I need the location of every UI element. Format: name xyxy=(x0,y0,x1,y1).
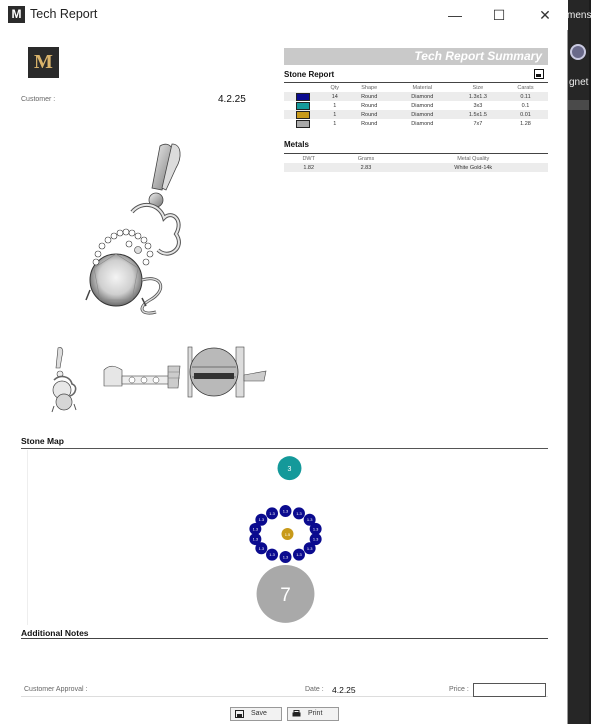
carats-cell: 0.01 xyxy=(503,110,548,119)
close-icon: ✕ xyxy=(539,7,551,23)
minimize-button[interactable] xyxy=(443,4,467,26)
background-app-band xyxy=(568,100,589,110)
print-button[interactable] xyxy=(287,707,339,721)
customer-label: Customer : xyxy=(21,96,56,103)
metal-quality-cell: White Gold-14k xyxy=(398,163,548,172)
summary-title: Tech Report Summary xyxy=(284,48,548,65)
save-icon[interactable] xyxy=(534,69,544,79)
carats-cell: 0.1 xyxy=(521,102,530,109)
approval-line xyxy=(21,696,548,697)
shape-cell: Round xyxy=(361,120,378,127)
grams-cell: 2.83 xyxy=(333,163,398,172)
date-value: 4.2.25 xyxy=(332,685,356,695)
divider xyxy=(21,448,548,449)
column-header: DWT xyxy=(302,155,315,162)
stone-1-3mm-label: 1.3 xyxy=(296,552,302,558)
material-cell: Diamond xyxy=(411,102,434,109)
stone-1-3mm-label: 1.3 xyxy=(258,545,265,551)
pendant-thumbnail-front xyxy=(44,346,84,414)
stone-1-3mm-label: 1.3 xyxy=(252,526,259,532)
stone-1-3mm-label: 1.3 xyxy=(306,517,313,523)
pendant-thumbnail-top xyxy=(182,345,268,400)
table-row xyxy=(284,110,548,119)
save-button-label: Save xyxy=(251,710,267,717)
color-swatch-cell xyxy=(284,110,323,119)
table-row xyxy=(284,101,548,110)
qty-cell: 14 xyxy=(323,92,347,101)
stone-1-3mm-label: 1.3 xyxy=(269,552,275,558)
qty-cell: 1 xyxy=(333,102,337,109)
color-swatch-cell xyxy=(284,92,323,101)
additional-notes-heading: Additional Notes xyxy=(21,628,89,638)
table-row xyxy=(284,163,548,172)
customer-value: 4.2.25 xyxy=(218,94,246,105)
carats-cell: 1.28 xyxy=(520,120,531,127)
brand-logo: M xyxy=(28,47,59,78)
stone-1-3mm-label: 1.3 xyxy=(312,526,319,532)
date-label: Date : xyxy=(305,686,324,693)
stone-1-3mm-label: 1.3 xyxy=(269,510,275,516)
column-header: Shape xyxy=(361,85,378,91)
color-swatch-cell xyxy=(284,119,323,128)
save-button[interactable] xyxy=(230,707,282,721)
column-header: Size xyxy=(472,85,484,91)
column-header: Grams xyxy=(357,155,375,162)
size-cell: 7x7 xyxy=(473,120,483,127)
divider xyxy=(284,82,548,83)
maximize-icon: ☐ xyxy=(492,7,506,23)
stone-1-3mm-label: 1.3 xyxy=(282,554,289,560)
color-swatch xyxy=(296,102,310,110)
stone-report-heading: Stone Report xyxy=(284,70,335,79)
size-cell: 1.3x1.3 xyxy=(453,92,503,101)
window-title: Tech Report xyxy=(30,7,98,21)
stone-7mm-label: 7 xyxy=(280,584,291,606)
metals-table xyxy=(284,154,548,172)
background-app-text: mens xyxy=(567,10,591,21)
background-app-text: gnet xyxy=(569,77,589,88)
close-button[interactable] xyxy=(533,4,557,26)
shape-cell: Round xyxy=(361,102,378,109)
price-input[interactable] xyxy=(473,683,546,697)
qty-cell: 1 xyxy=(333,120,337,127)
stone-1-3mm-label: 1.3 xyxy=(312,536,319,542)
table-row xyxy=(284,119,548,128)
column-header: Metal Quality xyxy=(457,155,490,162)
color-swatch xyxy=(296,111,310,119)
stone-3mm-label: 3 xyxy=(287,466,292,474)
app-icon: M xyxy=(8,6,25,23)
divider xyxy=(21,638,548,639)
stone-1-3mm-label: 1.3 xyxy=(306,545,313,551)
title-bar xyxy=(0,0,568,30)
color-swatch xyxy=(296,93,310,101)
print-button-label: Print xyxy=(308,710,323,717)
metals-heading: Metals xyxy=(284,140,309,149)
stone-map xyxy=(27,450,548,625)
table-row xyxy=(284,92,548,101)
shape-cell: Round xyxy=(347,92,392,101)
column-header: Material xyxy=(412,85,433,91)
stone-report-table xyxy=(284,84,548,128)
maximize-button[interactable] xyxy=(487,4,511,26)
stone-1-3mm-label: 1.3 xyxy=(282,508,289,514)
customer-approval-label: Customer Approval : xyxy=(24,686,88,693)
shape-cell: Round xyxy=(347,110,392,119)
price-label: Price : xyxy=(449,686,469,693)
dwt-cell: 1.82 xyxy=(284,163,333,172)
size-cell: 1.5x1.5 xyxy=(453,110,503,119)
column-header xyxy=(284,84,323,92)
pendant-thumbnail-side xyxy=(102,352,182,396)
color-swatch xyxy=(296,120,310,128)
table-header-row xyxy=(284,84,548,92)
stone-1-5mm-label: 1.5 xyxy=(284,532,291,538)
background-app-icon xyxy=(570,44,586,60)
minimize-icon: — xyxy=(448,7,462,23)
table-header-row xyxy=(284,154,548,163)
stone-1-3mm-label: 1.3 xyxy=(252,536,259,542)
qty-cell: 1 xyxy=(323,110,347,119)
color-swatch-cell xyxy=(284,101,323,110)
pendant-render-main xyxy=(72,140,202,315)
material-cell: Diamond xyxy=(392,92,453,101)
save-icon xyxy=(235,710,244,718)
stone-1-3mm-label: 1.3 xyxy=(258,517,265,523)
stone-1-3mm-label: 1.3 xyxy=(296,510,302,516)
printer-icon xyxy=(292,710,301,718)
carats-cell: 0.11 xyxy=(503,92,548,101)
stone-map-heading: Stone Map xyxy=(21,436,64,446)
material-cell: Diamond xyxy=(392,110,453,119)
column-header: Carats xyxy=(517,85,534,91)
column-header: Qty xyxy=(330,85,340,91)
material-cell: Diamond xyxy=(411,120,434,127)
size-cell: 3x3 xyxy=(473,102,483,109)
